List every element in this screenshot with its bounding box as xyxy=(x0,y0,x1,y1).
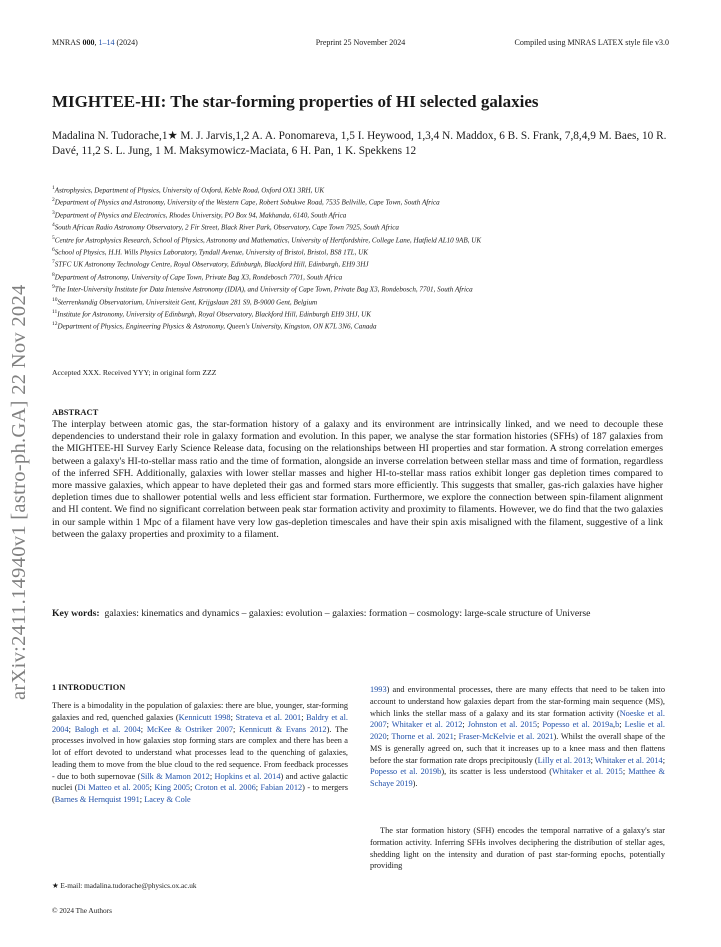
body-text: ; xyxy=(301,712,307,722)
affiliation-item xyxy=(52,220,682,232)
paper-title: MIGHTEE-HI: The star-forming properties of HI selected galaxies xyxy=(52,92,539,111)
body-text: ). The processes involved in how galaxies stop forming stars are complex and there has been a lot of effort devoted to understand what processes lead to the quenching of galaxies, leading them to move from the blue cloud to the red sequence. From feedback processes - due to both supernovae ( xyxy=(52,724,348,781)
affiliation-text: Department of Physics and Electronics, Rhodes University, PO Box 94, Makhanda, 6140, South Africa xyxy=(54,211,347,220)
citation-link[interactable]: King 2005 xyxy=(154,783,191,793)
body-text: ; xyxy=(622,767,629,777)
affiliation-number: 4 xyxy=(52,222,55,229)
keywords xyxy=(52,608,663,620)
body-text: ; xyxy=(140,724,147,734)
affiliation-text: Centre for Astrophysics Research, School of Physics, Astronomy and Mathematics, University of Hertfordshire, College Lane, Hatfield AL10 9AB, UK xyxy=(54,235,482,244)
affiliation-number: 10 xyxy=(52,296,58,303)
body-text: ; xyxy=(537,720,543,730)
body-text: ). Whilst the overall shape of the MS is generally agreed on, such that it increases up to a knee mass and then flattens before the star formation rate drops precipitously ( xyxy=(370,732,665,765)
body-text: ; xyxy=(139,795,145,804)
body-text: , xyxy=(613,720,616,730)
citation-link[interactable]: Strateva et al. 2001 xyxy=(235,712,302,722)
body-text: ; xyxy=(68,724,75,734)
body-text: ; xyxy=(386,732,392,741)
abstract-heading: ABSTRACT xyxy=(52,407,99,417)
body-text: ) and active galactic nuclei ( xyxy=(52,771,348,793)
affiliation-number: 12 xyxy=(52,321,58,328)
affiliation-text: School of Physics, H.H. Wills Physics Laboratory, Tyndall Avenue, University of Bristol, Bristol, BS8 1TL, UK xyxy=(54,248,368,257)
body-text: ), its scatter is less understood ( xyxy=(441,767,552,777)
affiliation-item xyxy=(52,233,682,245)
body-text: ; xyxy=(232,724,240,734)
page-range-link[interactable]: 1–14 xyxy=(98,38,115,47)
page-header xyxy=(52,38,669,50)
body-text: ) and environmental processes, there are many effects that need to be taken into account to understand how galaxies depart from the star-forming main sequence (MS), which links the stellar mass of a galaxy and its star formation activity ( xyxy=(370,685,665,718)
body-text: ). xyxy=(412,779,418,788)
citation-link[interactable]: Whitaker et al. 2012 xyxy=(391,720,463,730)
citation-link[interactable]: Lilly et al. 2013 xyxy=(537,755,591,765)
affiliation-text: Astrophysics, Department of Physics, University of Oxford, Keble Road, Oxford OX1 3RH, UK xyxy=(54,186,325,195)
affiliation-text: The Inter-University Institute for Data Intensive Astronomy (IDIA), and University of Cape Town, Private Bag X3, Rondebosch, 7701, South Africa xyxy=(54,285,473,294)
citation-link[interactable]: Balogh et al. 2004 xyxy=(74,724,141,734)
affiliation-item xyxy=(52,282,682,294)
journal-citation: MNRAS 000, 1–14 (2024) xyxy=(52,38,138,47)
intro-paragraph-1-continued xyxy=(370,684,665,790)
keywords-label: Key words: xyxy=(52,608,100,619)
intro-paragraph-1 xyxy=(52,700,348,806)
citation-link[interactable]: McKee & Ostriker 2007 xyxy=(146,724,233,734)
acceptance-note: Accepted XXX. Received YYY; in original form ZZZ xyxy=(52,368,217,377)
body-text: ; xyxy=(462,720,468,730)
citation-link[interactable]: Popesso et al. 2019a xyxy=(542,720,614,730)
body-text: ; xyxy=(453,732,459,741)
citation-link[interactable]: Fraser-McKelvie et al. 2021 xyxy=(458,732,554,741)
affiliation-number: 5 xyxy=(52,234,55,241)
citation-link[interactable]: Noeske et al. 2007 xyxy=(370,708,665,730)
author-list: Madalina N. Tudorache,1★ M. J. Jarvis,1,2 A. A. Ponomareva, 1,5 I. Heywood, 1,3,4 N. Maddox, 6 B. S. Frank, 7,8,4,9 M. Baes, 10 R. Davé, 11,2 S. L. Jung, 1 M. Maksymowicz-Maciata, 6 H. Pan, 1 K. Spekkens 12 xyxy=(52,130,667,157)
citation-link[interactable]: 1993 xyxy=(370,685,387,694)
affiliation-item xyxy=(52,245,682,257)
citation-link[interactable]: Hopkins et al. 2014 xyxy=(214,771,281,781)
citation-link[interactable]: Whitaker et al. 2015 xyxy=(551,767,623,777)
affiliation-item xyxy=(52,195,682,207)
affiliation-item xyxy=(52,295,682,307)
citation-link[interactable]: Whitaker et al. 2014 xyxy=(594,755,663,765)
citation-link[interactable]: Lacey & Cole xyxy=(144,795,191,804)
affiliation-item xyxy=(52,270,682,282)
affiliation-item xyxy=(52,257,682,269)
body-text: ; xyxy=(662,755,665,765)
body-text: ; xyxy=(255,783,261,793)
citation-link[interactable]: Baldry et al. 2004 xyxy=(52,712,348,734)
body-text: ; xyxy=(209,771,215,781)
citation-link[interactable]: Kennicutt 1998 xyxy=(178,712,231,722)
affiliation-item xyxy=(52,307,682,319)
affiliation-number: 9 xyxy=(52,284,55,291)
affiliation-text: STFC UK Astronomy Technology Centre, Royal Observatory, Edinburgh, Blackford Hill, Edinburgh, EH9 3HJ xyxy=(54,260,369,269)
affiliation-number: 8 xyxy=(52,271,55,278)
citation-link[interactable]: Leslie et al. 2020 xyxy=(370,720,665,741)
affiliation-item xyxy=(52,319,682,331)
citation-link[interactable]: Croton et al. 2006 xyxy=(194,783,256,793)
affiliation-number: 2 xyxy=(52,197,55,204)
body-text: ; xyxy=(590,755,595,765)
arxiv-watermark: arXiv:2411.14940v1 [astro-ph.GA] 22 Nov 2024 xyxy=(8,284,30,700)
affiliation-text: South African Radio Astronomy Observatory, 2 Fir Street, Black River Park, Observatory, Cape Town 7925, South Africa xyxy=(54,223,399,232)
affiliation-text: Institute for Astronomy, University of Edinburgh, Royal Observatory, Blackford Hill, Edinburgh EH9 3HJ, UK xyxy=(57,310,371,319)
citation-link[interactable]: Kennicutt & Evans 2012 xyxy=(239,724,327,734)
affiliation-text: Sterrenkundig Observatorium, Universiteit Gent, Krijgslaan 281 S9, B-9000 Gent, Belgium xyxy=(57,298,318,307)
affiliation-list xyxy=(52,183,682,332)
body-text: ) - to mergers ( xyxy=(52,783,348,804)
affiliation-item xyxy=(52,183,682,195)
affiliation-number: 7 xyxy=(52,259,55,266)
body-text: ; xyxy=(386,720,392,730)
affiliation-number: 1 xyxy=(52,185,55,191)
keywords-text: galaxies: kinematics and dynamics – galaxies: evolution – galaxies: formation – cosmology: large-scale structure of Universe xyxy=(104,608,591,619)
affiliation-text: Department of Astronomy, University of Cape Town, Private Bag X3, Rondebosch 7701, South Africa xyxy=(54,273,343,282)
citation-link[interactable]: Matthee & Schaye 2019 xyxy=(370,767,666,788)
citation-link[interactable]: Fabian 2012 xyxy=(260,783,303,793)
abstract-text: The interplay between atomic gas, the star-formation history of a galaxy and its environment are intrinsically linked, and we need to decouple these dependencies to understand their role in galaxy formation and evolution. In this paper, we analyse the star formation histories (SFHs) of 187 galaxies from the MIGHTEE-HI Survey Early Science Release data, focusing on the relationships between HI properties and star formation. A strong correlation emerges between a galaxy's HI-to-stellar mass ratio and the time of formation, alongside an inverse correlation between stellar mass and time of formation, regardless of the inferred SFH. Additionally, galaxies with lower stellar masses and higher HI-to-stellar mass ratios exhibit longer gas depletion times compared to more massive galaxies, which appear to have depleted their gas and formed stars more efficiently. This suggests that smaller, gas-rich galaxies have higher depletion times due to shallower potential wells and less efficient star formation. Furthermore, we explore the connection between spin-filament alignment and HI content. We find no significant correlation between peak star formation activity and proximity to filaments. However, we do find that the two galaxies in our sample within 1 Mpc of a filament have very low gas-depletion timescales and have their spin axis misaligned with the filament, suggestive of a link between the galaxy properties and proximity to a filament. xyxy=(52,419,663,540)
copyright: © 2024 The Authors xyxy=(52,906,112,915)
affiliation-number: 3 xyxy=(52,209,55,216)
body-text: ; xyxy=(149,783,155,793)
affiliation-item xyxy=(52,208,682,220)
body-text: There is a bimodality in the population of galaxies: there are blue, younger, star-forming galaxies and red, quenched galaxies ( xyxy=(52,701,348,722)
body-text: ; xyxy=(190,783,195,793)
affiliation-number: 11 xyxy=(52,309,58,316)
citation-link[interactable]: Di Matteo et al. 2005 xyxy=(77,783,150,793)
intro-paragraph-2: The star formation history (SFH) encodes the temporal narrative of a galaxy's star formation activity. Inferring SFHs involves deciphering the distribution of stellar ages, shedding light on the intensity and duration of past star-forming epochs, potentially providing xyxy=(370,826,665,871)
affiliation-number: 6 xyxy=(52,247,55,254)
citation-link[interactable]: Johnston et al. 2015 xyxy=(467,720,538,730)
citation-link[interactable]: Popesso et al. 2019b xyxy=(370,767,442,777)
citation-link[interactable]: b xyxy=(615,720,620,730)
body-text: ; xyxy=(230,712,236,722)
affiliation-text: Department of Physics, Engineering Physics & Astronomy, Queen's University, Kingston, ON K7L 3N6, Canada xyxy=(57,322,377,331)
email-footnote: ★ E-mail: madalina.tudorache@physics.ox.ac.uk xyxy=(52,881,197,890)
body-text: ; xyxy=(619,720,625,730)
citation-link[interactable]: Barnes & Hernquist 1991 xyxy=(54,795,140,804)
style-note: Compiled using MNRAS LATEX style file v3.0 xyxy=(514,38,669,47)
citation-link[interactable]: Thorne et al. 2021 xyxy=(391,732,454,741)
preprint-date: Preprint 25 November 2024 xyxy=(315,38,406,47)
affiliation-text: Department of Physics and Astronomy, University of the Western Cape, Robert Sobukwe Road, 7535 Bellville, Cape Town, South Africa xyxy=(54,198,440,207)
citation-link[interactable]: Silk & Mamon 2012 xyxy=(140,771,210,781)
section-title: 1 INTRODUCTION xyxy=(52,683,126,692)
